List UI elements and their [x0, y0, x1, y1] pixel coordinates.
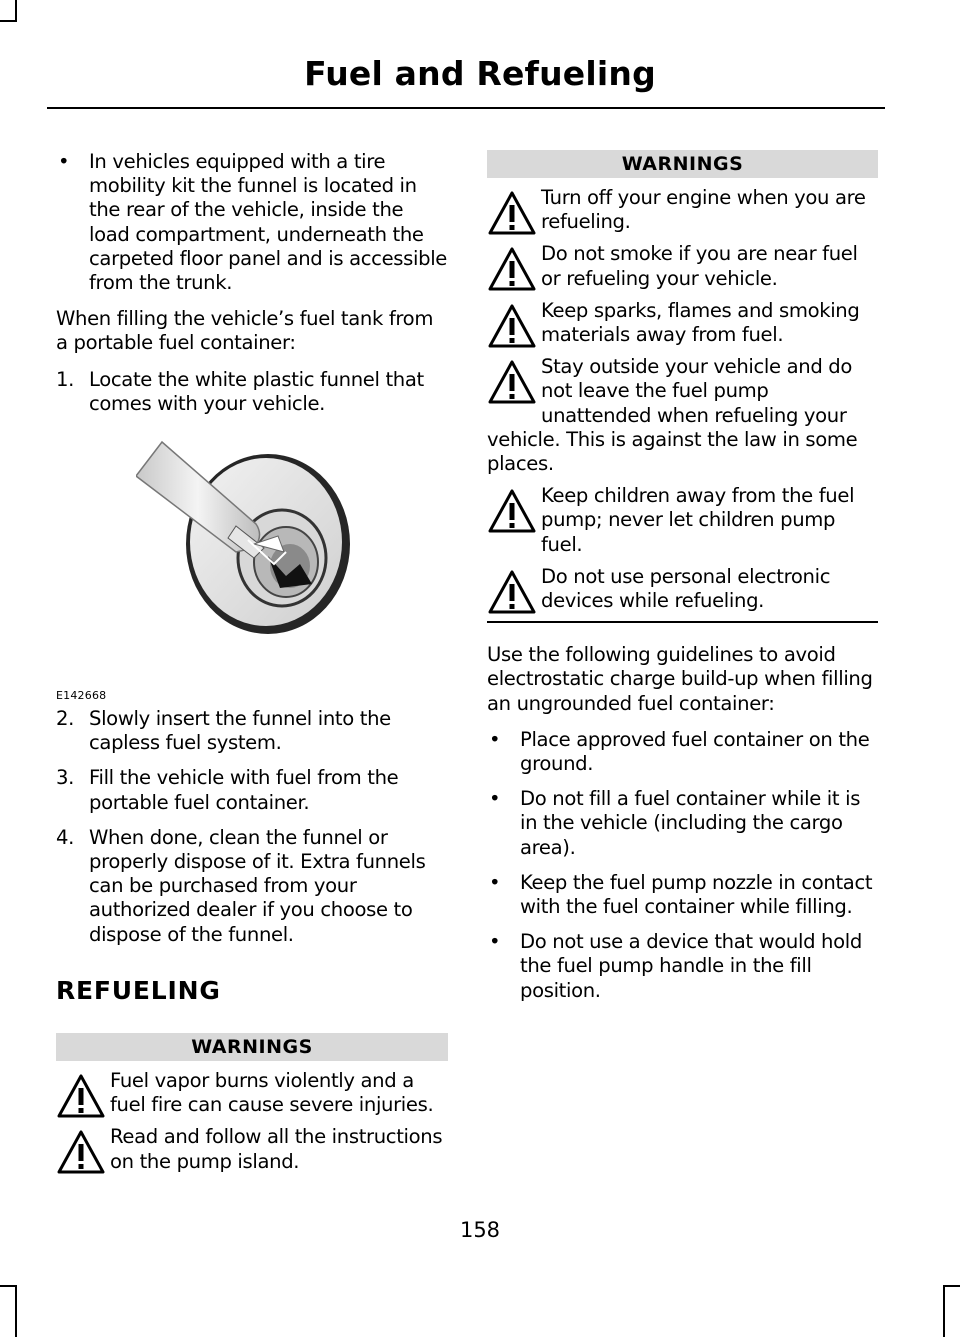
warning-item — [487, 355, 878, 476]
crop-mark-bottom-left-v — [15, 1285, 17, 1337]
bullet-marker: • — [489, 930, 501, 954]
warning-item — [487, 186, 878, 234]
warning-item — [487, 242, 878, 290]
warning-text: Fuel vapor burns violently and a fuel fire can cause severe injuries. — [110, 1069, 434, 1117]
warning-item — [487, 299, 878, 347]
step-item — [56, 368, 448, 416]
warning-triangle-icon — [487, 488, 537, 534]
warning-item — [487, 565, 878, 613]
list-item — [56, 150, 448, 295]
warning-text: Read and follow all the instructions on the pump island. — [110, 1125, 443, 1173]
bullet-marker: • — [489, 727, 501, 751]
funnel-image-icon — [136, 436, 366, 636]
bullet-marker: • — [58, 150, 70, 173]
warning-triangle-icon — [487, 569, 537, 615]
step-item — [56, 707, 448, 755]
list-item-text: Keep the fuel pump nozzle in contact with the fuel container while filling. — [520, 870, 873, 919]
warning-text: Turn off your engine when you are refueling. — [541, 186, 866, 234]
step-text: Locate the white plastic funnel that comes with your vehicle. — [89, 367, 424, 415]
step-text: Fill the vehicle with fuel from the portable fuel container. — [89, 766, 399, 814]
warning-triangle-icon — [487, 359, 537, 405]
paragraph: Use the following guidelines to avoid electrostatic charge build-up when filling an ungrounded fuel container: — [487, 643, 873, 715]
warning-item — [487, 484, 878, 557]
page-title: Fuel and Refueling — [304, 54, 656, 93]
crop-mark-top-left-v — [15, 0, 17, 22]
list-item — [487, 728, 878, 776]
warning-triangle-icon — [56, 1129, 106, 1175]
crop-mark-bottom-right-v — [943, 1285, 945, 1337]
list-item — [487, 787, 878, 860]
crop-mark-bottom-right-h — [943, 1285, 960, 1287]
header-divider — [47, 107, 885, 109]
step-text: Slowly insert the funnel into the capless fuel system. — [89, 707, 391, 755]
warnings-divider — [487, 621, 878, 623]
paragraph: When filling the vehicle’s fuel tank from a portable fuel container: — [56, 307, 434, 355]
warning-text: Keep children away from the fuel pump; never let children pump fuel. — [541, 484, 855, 556]
step-item — [56, 766, 448, 814]
warning-text: Do not smoke if you are near fuel or refueling your vehicle. — [541, 242, 858, 290]
page-number: 158 — [459, 1218, 501, 1242]
step-number: 1. — [56, 367, 74, 391]
warnings-heading: WARNINGS — [56, 1033, 448, 1061]
list-item-text: Place approved fuel container on the ground. — [520, 727, 870, 776]
step-number: 3. — [56, 766, 74, 790]
warning-text: Do not use personal electronic devices while refueling. — [541, 564, 831, 613]
step-text: When done, clean the funnel or properly dispose of it. Extra funnels can be purchased from your authorized dealer if you choose to dispose of the funnel. — [89, 825, 426, 946]
warning-item — [56, 1125, 448, 1173]
crop-mark-bottom-left-h — [0, 1285, 17, 1287]
step-number: 4. — [56, 825, 74, 849]
list-item-text: Do not use a device that would hold the fuel pump handle in the fill position. — [520, 930, 862, 1002]
bullet-marker: • — [489, 870, 501, 894]
list-item-text: In vehicles equipped with a tire mobility kit the funnel is located in the rear of the vehicle, inside the load compartment, underneath the carpeted floor panel and is accessible from the trunk. — [89, 150, 447, 295]
list-item-text: Do not fill a fuel container while it is in the vehicle (including the cargo area). — [520, 787, 861, 859]
warning-triangle-icon — [487, 303, 537, 349]
crop-mark-top-left-h — [0, 20, 17, 22]
step-item — [56, 826, 448, 947]
list-item — [487, 930, 878, 1003]
step-number: 2. — [56, 707, 74, 731]
left-column — [56, 150, 448, 1175]
warning-item — [56, 1069, 448, 1117]
funnel-illustration — [56, 436, 448, 703]
bullet-marker: • — [489, 787, 501, 811]
section-heading: REFUELING — [56, 975, 221, 1005]
warning-triangle-icon — [56, 1073, 106, 1119]
warning-text: Keep sparks, flames and smoking materials away from fuel. — [541, 298, 860, 347]
warnings-heading: WARNINGS — [487, 150, 878, 178]
warning-text: Stay outside your vehicle and do not leave the fuel pump unattended when refueling your vehicle. This is against the law in some places. — [487, 355, 858, 476]
list-item — [487, 871, 878, 919]
figure-id: E142668 — [56, 689, 107, 703]
warning-triangle-icon — [487, 246, 537, 292]
right-column — [487, 150, 878, 1014]
warning-triangle-icon — [487, 190, 537, 236]
